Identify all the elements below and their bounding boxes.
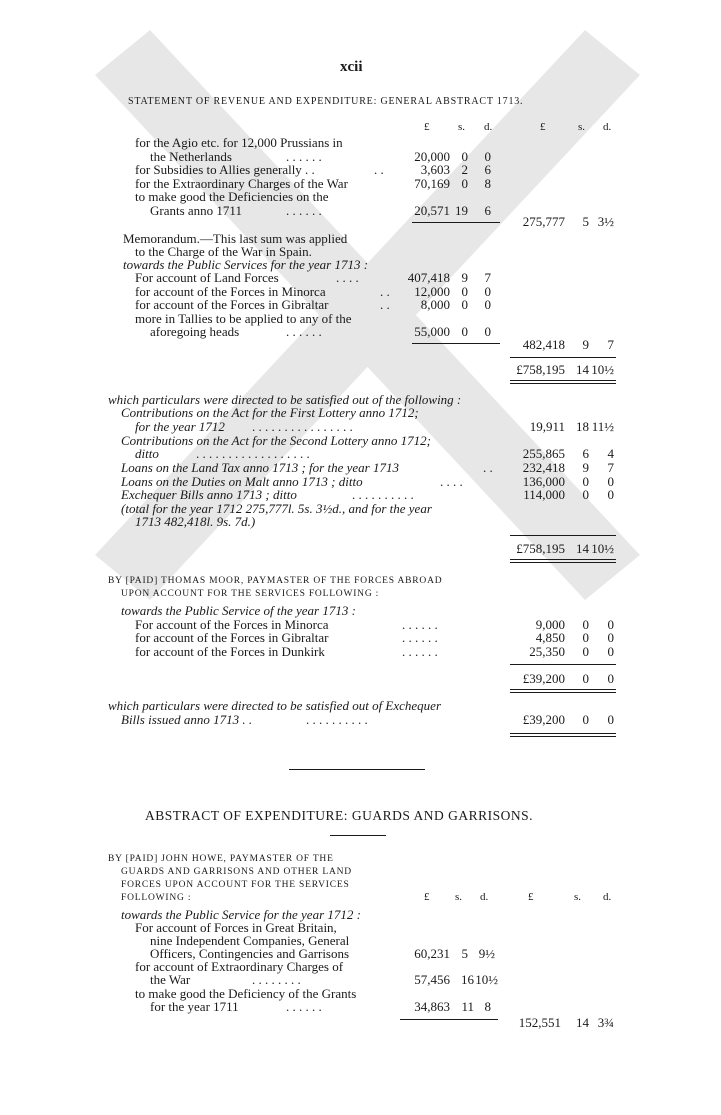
leader-dots: . . . . . .: [286, 149, 322, 164]
leader-dots: . . . . . . . . . . . . . . . .: [252, 419, 353, 434]
amount-pounds: 34,863: [414, 999, 450, 1014]
leader-dots: . . . . . . . . . .: [306, 712, 368, 727]
line-label: to make good the Deficiency of the Grants: [135, 986, 357, 1001]
col-header-pence: d.: [480, 891, 489, 903]
total-pounds: 152,551: [518, 1015, 561, 1030]
line-label: the War: [150, 972, 191, 987]
amount-pounds: 3,603: [420, 162, 450, 177]
line-label: for the year 1712: [135, 419, 225, 434]
amount-pounds: 55,000: [414, 324, 450, 339]
grand-total-pence: 10½: [591, 541, 614, 556]
section-subheading: towards the Public Service of the year 1713 :: [121, 603, 356, 618]
double-rule: [510, 380, 616, 384]
amount-shillings: 9: [582, 460, 589, 475]
amount-pounds: 4,850: [535, 630, 565, 645]
line-label: nine Independent Companies, General: [150, 933, 350, 948]
line-label: For account of Land Forces: [135, 270, 279, 285]
amount-pounds: 60,231: [414, 946, 450, 961]
amount-pence: 10½: [475, 972, 498, 987]
subtotal-rule: [412, 222, 500, 223]
page-number: xcii: [340, 59, 363, 75]
section-subheading: towards the Public Services for the year 1713 :: [123, 257, 369, 272]
col-header-shillings: s.: [455, 891, 463, 903]
amount-pence: 6: [484, 162, 491, 177]
section-subheading: which particulars were directed to be satisfied out of the following :: [108, 392, 462, 407]
line-label: for account of the Forces in Gibraltar: [135, 297, 329, 312]
section-heading: BY [PAID] THOMAS MOOR, PAYMASTER OF THE FORCES ABROAD: [108, 576, 443, 586]
amount-pence: 11½: [591, 419, 614, 434]
line-label: Exchequer Bills anno 1713 ; ditto: [121, 487, 297, 502]
leader-dots: . . . . . .: [286, 203, 322, 218]
total-rule: [510, 535, 616, 536]
amount-shillings: 19: [455, 203, 468, 218]
leader-dots: . . . . . . . . . .: [352, 487, 414, 502]
memorandum: to the Charge of the War in Spain.: [135, 244, 312, 259]
col-header-pounds-2: £: [540, 121, 546, 133]
amount-pence: 0: [607, 630, 614, 645]
line-label: for the Agio etc. for 12,000 Prussians in: [135, 135, 343, 150]
leader-dots: . . . .: [440, 474, 463, 489]
section-heading: UPON ACCOUNT FOR THE SERVICES FOLLOWING :: [121, 589, 380, 599]
section-heading: FOLLOWING :: [121, 893, 192, 903]
total-rule: [510, 664, 616, 665]
amount-shillings: 0: [461, 297, 468, 312]
amount-pence: 7: [607, 460, 614, 475]
amount-pence: 0: [607, 474, 614, 489]
amount-pence: 0: [607, 644, 614, 659]
line-label: for account of the Forces in Gibraltar: [135, 630, 329, 645]
amount-pence: 9½: [478, 946, 495, 961]
amount-pounds: 20,000: [414, 149, 450, 164]
total-shillings: 5: [582, 214, 589, 229]
line-label: the Netherlands: [150, 149, 232, 164]
col-header-pence-2: d.: [603, 121, 612, 133]
leader-dots: . . . . . .: [286, 324, 322, 339]
double-rule: [510, 733, 616, 737]
col-header-pounds: £: [424, 891, 430, 903]
line-label: ditto: [135, 446, 159, 461]
total-shillings: 14: [576, 1015, 589, 1030]
col-header-shillings-2: s.: [578, 121, 586, 133]
amount-pounds: 12,000: [414, 284, 450, 299]
amount-shillings: 5: [461, 946, 468, 961]
amount-pence: 8: [484, 999, 491, 1014]
leader-dots: . . . . . . . . . . . . . . . . . .: [196, 446, 310, 461]
amount-shillings: 6: [582, 446, 589, 461]
line-label: for the year 1711: [150, 999, 239, 1014]
amount-shillings: 11: [461, 999, 474, 1014]
amount-pounds: 19,911: [529, 419, 565, 434]
grand-total-pounds: £758,195: [516, 541, 565, 556]
leader-dots: . . . .: [336, 270, 359, 285]
amount-pounds: 232,418: [522, 460, 565, 475]
total-rule: [510, 357, 616, 358]
total-shillings: 9: [582, 337, 589, 352]
total-pounds: 482,418: [522, 337, 565, 352]
line-label: Contributions on the Act for the Second Lottery anno 1712;: [121, 433, 431, 448]
leader-dots: . .: [380, 297, 390, 312]
amount-shillings: 0: [582, 644, 589, 659]
title-underline: [330, 835, 386, 836]
amount-pounds: 57,456: [414, 972, 450, 987]
line-label: Grants anno 1711: [150, 203, 242, 218]
amount-pounds: 20,571: [414, 203, 450, 218]
amount-pounds: 8,000: [420, 297, 450, 312]
line-label: For account of Forces in Great Britain,: [135, 920, 337, 935]
total-pounds: 275,777: [522, 214, 565, 229]
amount-pence: 0: [484, 297, 491, 312]
line-label: Bills issued anno 1713 . .: [121, 712, 253, 727]
line-label: aforegoing heads: [150, 324, 240, 339]
leader-dots: . . . . . .: [402, 630, 438, 645]
col-header-pence: d.: [484, 121, 493, 133]
grand-total-pounds: £758,195: [516, 362, 565, 377]
amount-pence: 4: [607, 446, 614, 461]
leader-dots: . .: [380, 284, 390, 299]
line-label: for Subsidies to Allies generally . .: [135, 162, 315, 177]
line-label: Contributions on the Act for the First Lottery anno 1712;: [121, 405, 419, 420]
col-header-pounds-2: £: [528, 891, 534, 903]
amount-pence: 7: [484, 270, 491, 285]
line-label: Loans on the Duties on Malt anno 1713 ; ditto: [121, 474, 363, 489]
line-label: for account of the Forces in Minorca: [135, 284, 326, 299]
leader-dots: . . . . . . . .: [252, 972, 301, 987]
line-label: Loans on the Land Tax anno 1713 ; for the year 1713: [121, 460, 399, 475]
total-pence: 7: [607, 337, 614, 352]
grand-total-pence: 10½: [591, 362, 614, 377]
double-rule: [510, 559, 616, 563]
section-heading: GUARDS AND GARRISONS AND OTHER LAND: [121, 867, 352, 877]
amount-pounds: 114,000: [523, 487, 565, 502]
line-label: for account of Extraordinary Charges of: [135, 959, 344, 974]
grand-total-shillings: 14: [576, 362, 589, 377]
total-pence: 0: [607, 671, 614, 686]
line-label: which particulars were directed to be satisfied out of Exchequer: [108, 698, 442, 713]
amount-shillings: 0: [461, 324, 468, 339]
total-shillings: 0: [582, 712, 589, 727]
line-label: for the Extraordinary Charges of the War: [135, 176, 348, 191]
col-header-pence-2: d.: [603, 891, 612, 903]
amount-shillings: 0: [582, 474, 589, 489]
amount-shillings: 0: [582, 617, 589, 632]
amount-shillings: 18: [576, 419, 589, 434]
amount-pounds: 407,418: [407, 270, 450, 285]
col-header-pounds: £: [424, 121, 430, 133]
line-label: For account of the Forces in Minorca: [135, 617, 329, 632]
double-rule: [510, 689, 616, 693]
amount-shillings: 0: [461, 149, 468, 164]
amount-pence: 0: [607, 617, 614, 632]
section-title: ABSTRACT OF EXPENDITURE: GUARDS AND GARRISONS.: [145, 808, 534, 823]
grand-total-shillings: 14: [576, 541, 589, 556]
amount-shillings: 2: [461, 162, 468, 177]
amount-pounds: 25,350: [529, 644, 565, 659]
leader-dots: . . . . . .: [286, 999, 322, 1014]
amount-pence: 0: [484, 149, 491, 164]
note: 1713 482,418l. 9s. 7d.): [135, 514, 256, 529]
line-label: to make good the Deficiencies on the: [135, 189, 329, 204]
subtotal-rule: [412, 343, 500, 344]
amount-pounds: 9,000: [535, 617, 565, 632]
leader-dots: . .: [374, 162, 384, 177]
amount-pounds: 136,000: [522, 474, 565, 489]
line-label: more in Tallies to be applied to any of the: [135, 311, 352, 326]
amount-shillings: 16: [461, 972, 474, 987]
col-header-shillings-2: s.: [574, 891, 582, 903]
total-pence: 0: [607, 712, 614, 727]
amount-shillings: 0: [461, 176, 468, 191]
amount-pence: 6: [484, 203, 491, 218]
memorandum: Memorandum.—This last sum was applied: [123, 231, 348, 246]
page-title: STATEMENT OF REVENUE AND EXPENDITURE: GENERAL ABSTRACT 1713.: [128, 96, 524, 107]
section-subheading: towards the Public Service for the year 1712 :: [121, 907, 361, 922]
amount-pence: 0: [484, 324, 491, 339]
col-header-shillings: s.: [458, 121, 466, 133]
leader-dots: . .: [483, 460, 493, 475]
amount-shillings: 0: [582, 630, 589, 645]
total-pounds: £39,200: [522, 671, 565, 686]
total-shillings: 0: [582, 671, 589, 686]
amount-pence: 0: [607, 487, 614, 502]
line-label: Officers, Contingencies and Garrisons: [150, 946, 350, 961]
amount-pounds: 255,865: [522, 446, 565, 461]
leader-dots: . . . . . .: [402, 644, 438, 659]
total-pence: 3¾: [597, 1015, 614, 1030]
amount-pence: 0: [484, 284, 491, 299]
section-separator: [289, 769, 425, 770]
amount-shillings: 9: [461, 270, 468, 285]
subtotal-rule: [400, 1019, 498, 1020]
amount-shillings: 0: [582, 487, 589, 502]
line-label: for account of the Forces in Dunkirk: [135, 644, 325, 659]
note: (total for the year 1712 275,777l. 5s. 3½d., and for the year: [121, 501, 432, 516]
leader-dots: . . . . . .: [402, 617, 438, 632]
total-pounds: £39,200: [522, 712, 565, 727]
section-heading: BY [PAID] JOHN HOWE, PAYMASTER OF THE: [108, 854, 334, 864]
amount-shillings: 0: [461, 284, 468, 299]
section-heading: FORCES UPON ACCOUNT FOR THE SERVICES: [121, 880, 350, 890]
amount-pounds: 70,169: [414, 176, 450, 191]
total-pence: 3½: [597, 214, 614, 229]
amount-pence: 8: [484, 176, 491, 191]
